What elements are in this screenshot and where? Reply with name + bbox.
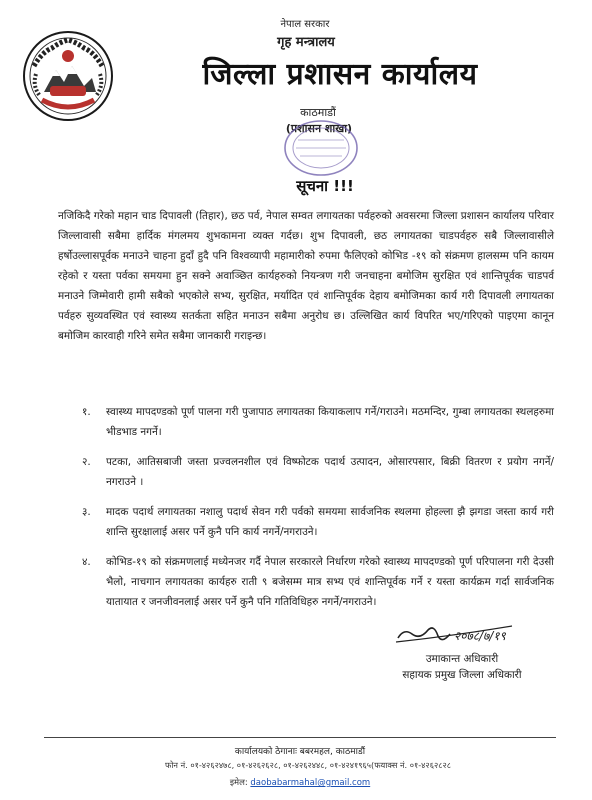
- signer-designation: सहायक प्रमुख जिल्ला अधिकारी: [402, 669, 522, 681]
- footer-divider: [44, 737, 556, 738]
- footer-email-link[interactable]: daobabarmahal@gmail.com: [250, 778, 371, 788]
- list-item: [68, 402, 554, 442]
- list-item-text: स्वास्थ्य मापदण्डको पूर्ण पालना गरी पुजापाठ लगायतका कियाकलाप गर्ने/गराउने। मठमन्दिर, गुम्बा लगायतका स्थलहरुमा भीडभाड नगर्ने।: [106, 406, 554, 438]
- list-item: [68, 552, 554, 612]
- list-item-text: पटका, आतिसबाजी जस्ता प्रज्वलनशील एवं विष्फोटक पदार्थ उत्पादन, ओसारपसार, बिक्री वितरण र प्रयोग नगर्ने/नगराउने ।: [106, 456, 554, 488]
- instruction-list: [68, 402, 554, 622]
- footer-email-label: इमेल:: [229, 778, 248, 788]
- list-item: [68, 452, 554, 492]
- notice-heading: सूचना !!!: [296, 177, 354, 195]
- office-city: काठमाडौं: [300, 106, 336, 119]
- handwritten-signature: [392, 616, 552, 650]
- list-item: [68, 502, 554, 542]
- list-item-number: ४.: [82, 556, 91, 568]
- office-branch: (प्रशासन शाखा): [285, 122, 353, 135]
- intro-paragraph: नजिकिदै गरेको महान चाड दिपावली (तिहार), छठ पर्व, नेपाल सम्वत लगायतका पर्वहरुको अवसरमा जिल्ला प्रशासन कार्यालय परिवार जिल्लावासी सबैमा हार्दिक मंगलमय शुभकामना व्यक्त गर्दछ। शुभ दिपावली, छठ लगायतका चाडपर्वहरु सबै जिल्लावासीले हर्षोउल्लासपूर्वक मनाउने चाहना हुदाँ हुदै पनि विश्वव्यापी महामारीको रुपमा फैलिएको कोभिड -१९ को संक्रमण हालसम्म पनि कायम रहेको र यस्ता पर्वका समयमा हुन सक्ने अवाञ्छित कार्यहरुको नियन्त्रण गरी जनचाहना बमोजिम सुरक्षित एवं शान्तिपूर्वक चाडपर्व मनाउने जिम्मेवारी हामी सबैको भएकोले सभ्य, सुरक्षित, मर्यादित एवं शान्तिपूर्वक देहाय बमोजिमका कार्य गरी दिपावली लगायतका पर्वहरु सुव्यवस्थित एवं स्वास्थ्य सतर्कता सहित मनाउन सबैमा अनुरोध छ। उल्लिखित कार्य विपरित भए/गरिएको पाइएमा कानून बमोजिम कारवाही गरिने समेत सबैमा जानकारी गराइन्छ।: [58, 210, 554, 342]
- footer-phones: फोन नं. ०१-४२६२४७८, ०१-४२६२६२८, ०१-४२६२४४८, ०१-४२४१९६५(फयाक्स नं. ०१-४२६२८२८: [165, 760, 451, 770]
- list-item-text: मादक पदार्थ लगायतका नशालु पदार्थ सेवन गरी पर्वको समयमा सार्वजनिक स्थलमा होहल्ला झै झगडा जस्ता कार्य गरी शान्ति सुरक्षालाई असर पर्ने कुनै पनि कार्य नगर्ने/नगराउने।: [106, 506, 554, 538]
- list-item-number: १.: [82, 406, 91, 418]
- government-name: नेपाल सरकार: [280, 19, 330, 30]
- footer-email-line: [150, 777, 450, 788]
- office-title: जिल्ला प्रशासन कार्यालय: [202, 57, 478, 92]
- list-item-number: २.: [82, 456, 91, 468]
- signature-date: २०७८/७/१९: [454, 629, 506, 643]
- footer-address: कार्यालयको ठेगानाः बबरमहल, काठमाडौं: [234, 747, 366, 757]
- nepal-emblem-icon: [22, 30, 114, 122]
- list-item-text: कोभिड-१९ को संक्रमणलाई मध्येनजर गर्दै नेपाल सरकारले निर्धारण गरेको स्वास्थ्य मापदण्डको पूर्ण परिपालना गरी देउसी भैलो, नाचगान लगायतका कार्यहरु राती ९ बजेसम्म मात्र सभ्य एवं शान्तिपूर्वक गर्ने र यस्ता कार्यक्रम गर्दा सार्वजनिक यातायात र जनजीवनलाई असर पर्ने कुनै पनि गतिविधिहरु नगर्ने/नगराउने।: [106, 556, 554, 608]
- official-stamp-icon: [282, 118, 360, 178]
- ministry-name: गृह मन्त्रालय: [277, 35, 335, 50]
- list-item-number: ३.: [82, 506, 91, 518]
- signer-name: उमाकान्त अधिकारी: [425, 653, 499, 665]
